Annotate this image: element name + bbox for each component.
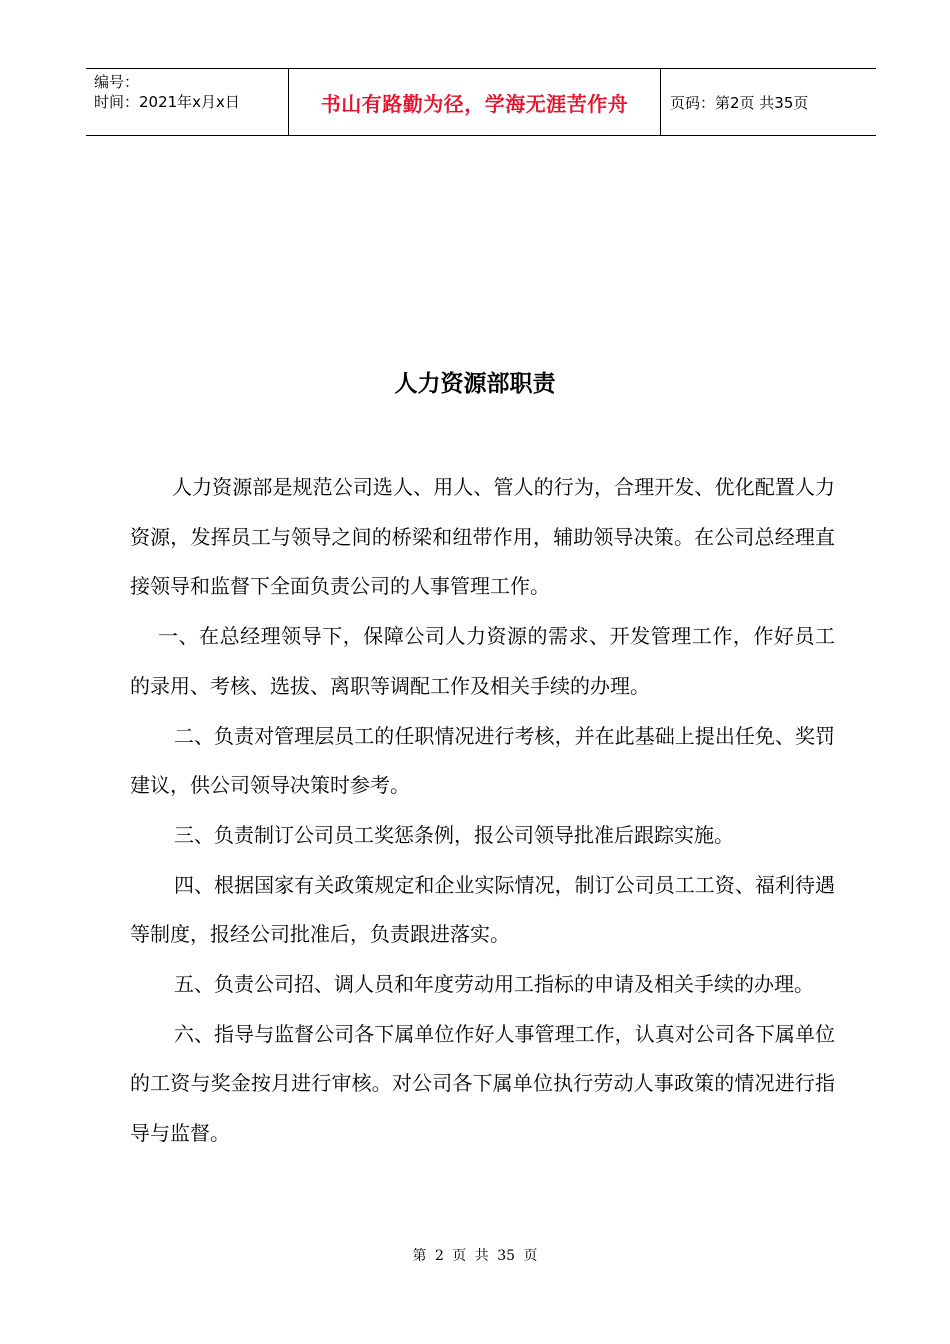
header-meta	[86, 69, 288, 135]
paragraph-item-6: 六、指导与监督公司各下属单位作好人事管理工作，认真对公司各下属单位的工资与奖金按月进行审核。对公司各下属单位执行劳动人事政策的情况进行指导与监督。	[130, 1021, 835, 1146]
page-header	[86, 68, 876, 136]
paragraph-item-1: 一、在总经理领导下，保障公司人力资源的需求、开发管理工作，作好员工的录用、考核、选拔、离职等调配工作及相关手续的办理。	[130, 624, 835, 698]
time-label: 时间：2021年x月x日	[94, 93, 240, 111]
page-footer: 第 2 页 共 35 页	[412, 1248, 538, 1264]
serial-number-label: 编号：	[94, 73, 140, 91]
header-motto: 书山有路勤为径，学海无涯苦作舟	[288, 69, 661, 135]
header-page-info: 页码：第2页 共35页	[670, 93, 809, 112]
document-title: 人力资源部职责	[394, 370, 556, 397]
paragraph-item-5: 五、负责公司招、调人员和年度劳动用工指标的申请及相关手续的办理。	[174, 972, 814, 997]
paragraph-item-3: 三、负责制订公司员工奖惩条例，报公司领导批准后跟踪实施。	[174, 822, 734, 847]
paragraph-item-2: 二、负责对管理层员工的任职情况进行考核，并在此基础上提出任免、奖罚建议，供公司领导决策时参考。	[130, 723, 835, 798]
paragraph-item-4: 四、根据国家有关政策规定和企业实际情况，制订公司员工工资、福利待遇等制度，报经公司批准后，负责跟进落实。	[130, 872, 835, 947]
paragraph-intro: 人力资源部是规范公司选人、用人、管人的行为，合理开发、优化配置人力资源，发挥员工与领导之间的桥梁和纽带作用，辅助领导决策。在公司总经理直接领导和监督下全面负责公司的人事管理工作。	[130, 475, 835, 599]
document-body	[130, 463, 835, 1159]
